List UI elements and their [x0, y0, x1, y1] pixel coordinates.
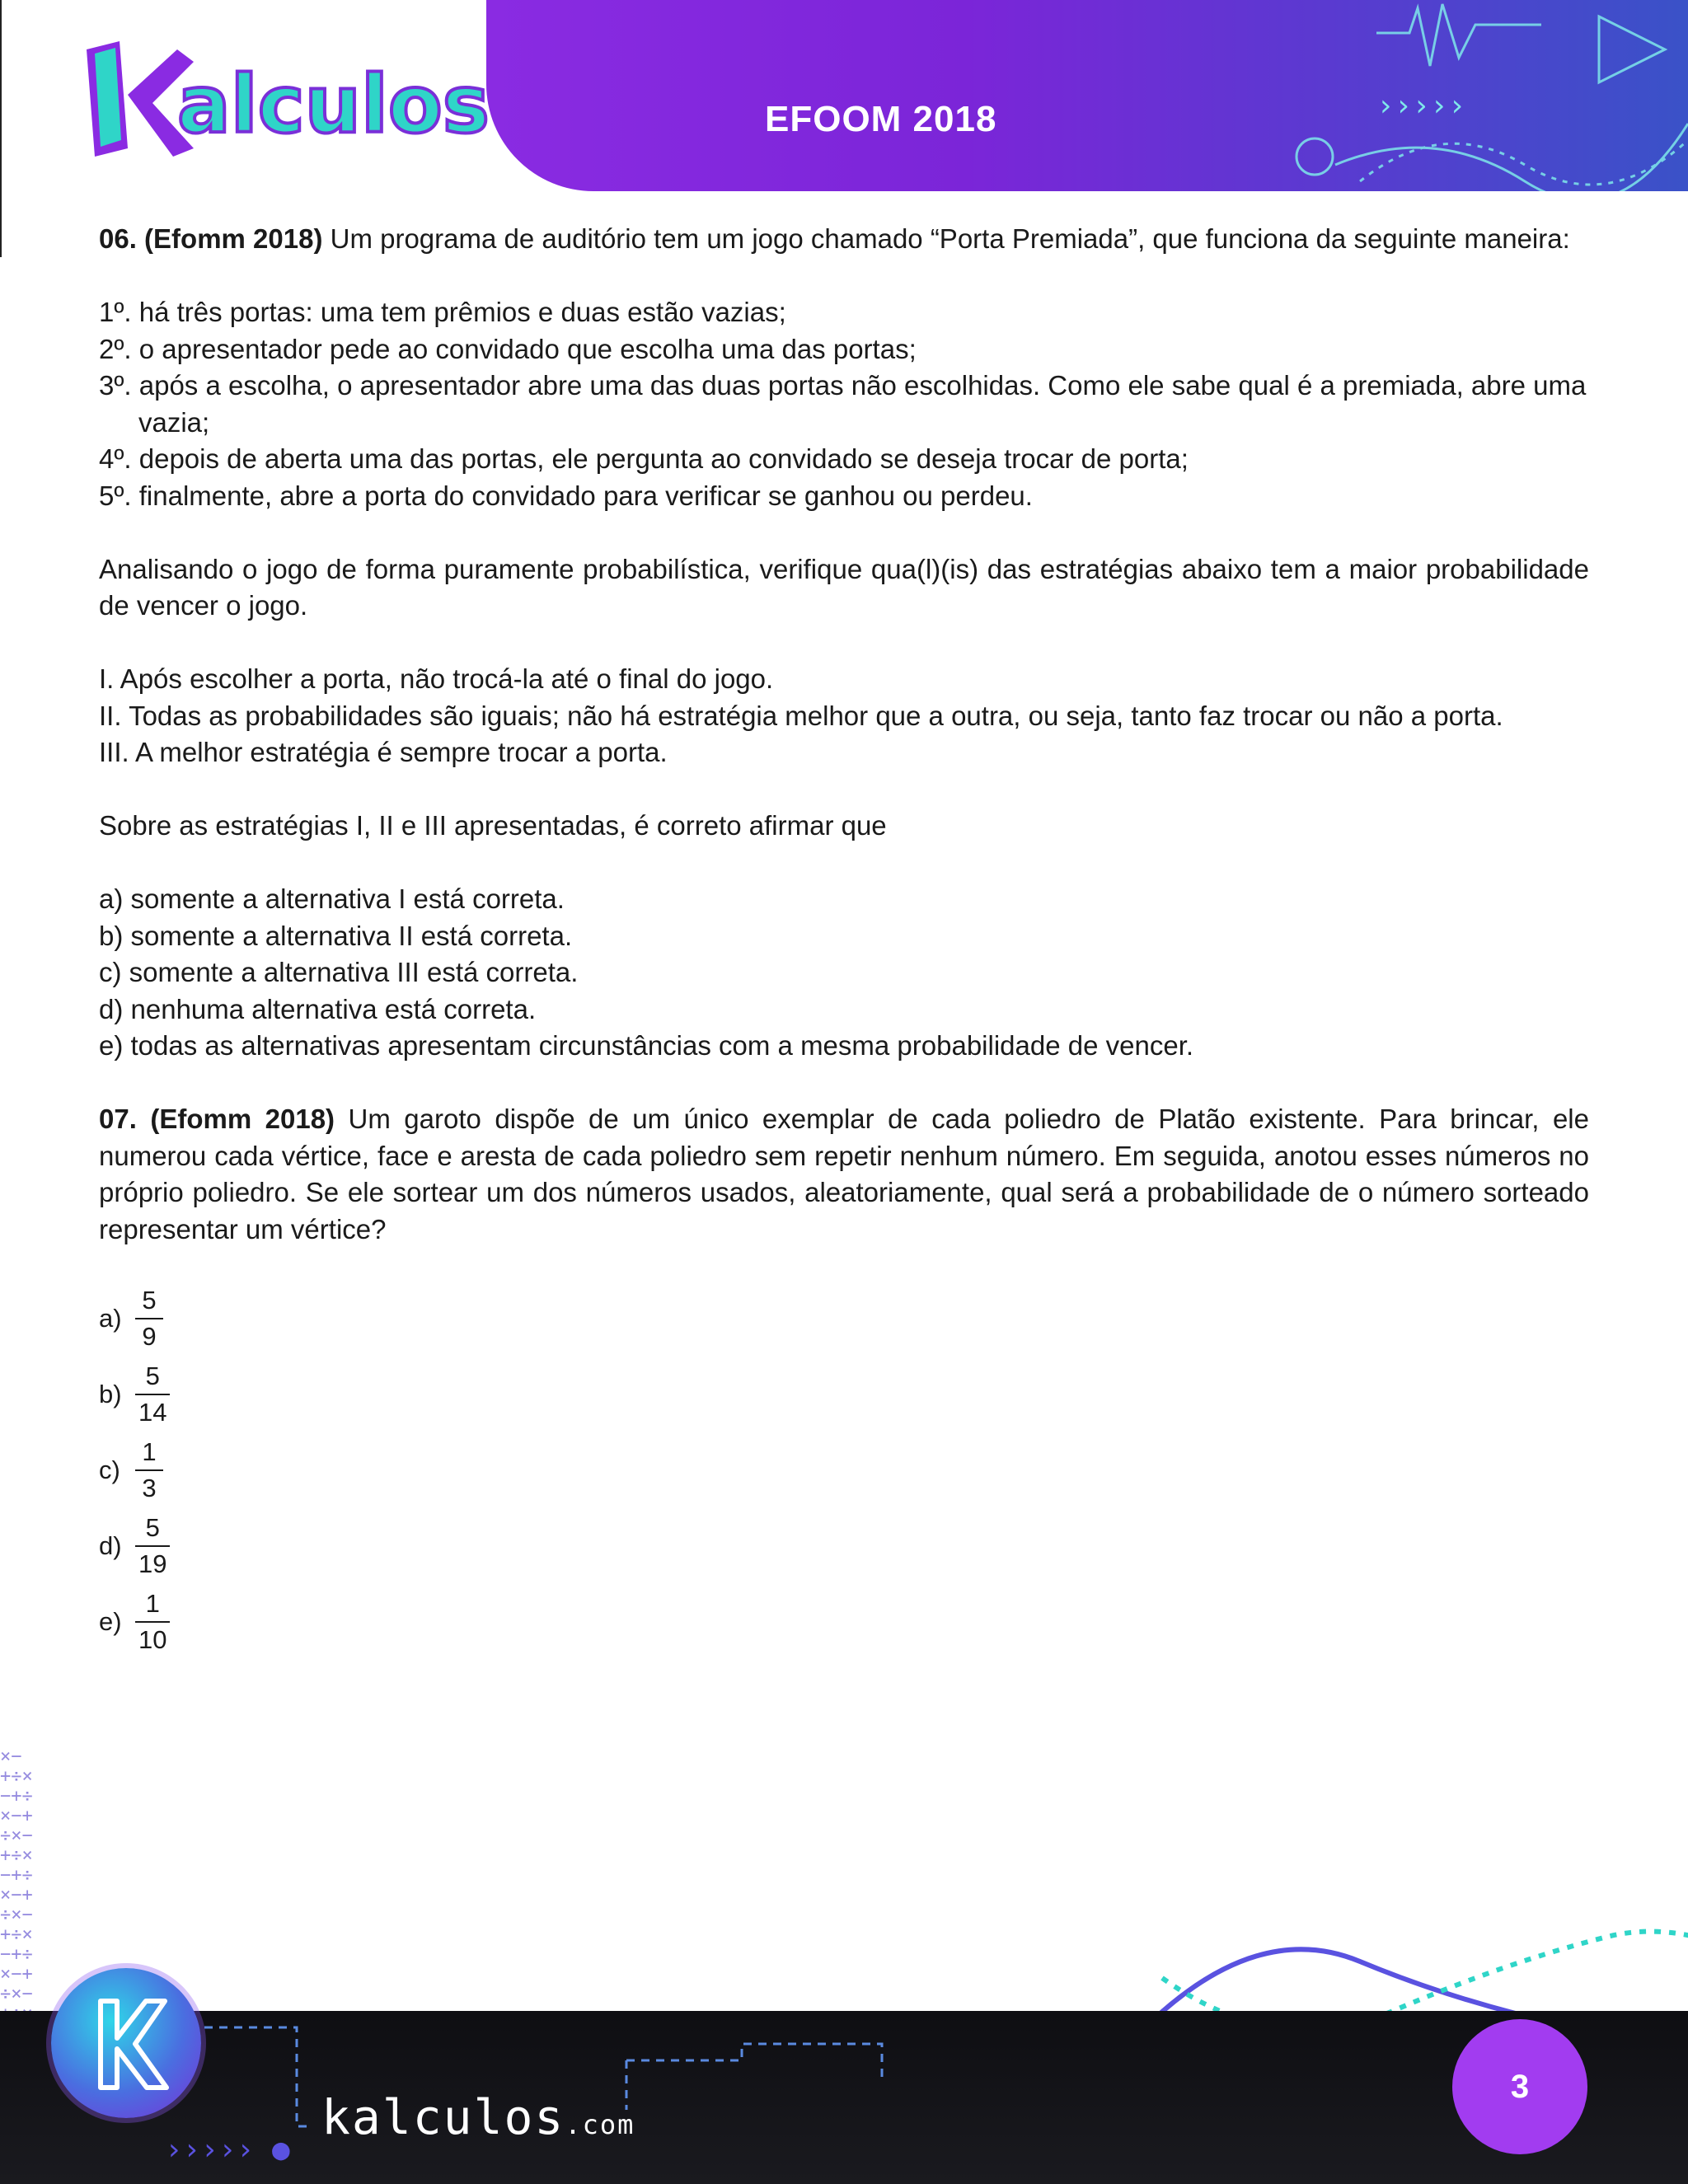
page-title: EFOOM 2018 [765, 99, 997, 139]
fraction: $\frac{1}{10}$ [135, 1590, 170, 1654]
footer-band [0, 2011, 1688, 2184]
q06-option: d) nenhuma alternativa está correta. [99, 993, 537, 1024]
q06-strategy: I. Após escolher a porta, não trocá-la até o final do jogo. [99, 663, 774, 694]
q07-option-label: b) [99, 1379, 122, 1408]
q07-option [99, 1357, 1589, 1432]
header-band [486, 0, 1688, 191]
svg-text:››››› ●: ››››› ● [165, 2133, 290, 2167]
fraction: $\frac{1}{3}$ [135, 1438, 163, 1502]
q06-step: 4º. depois de aberta uma das portas, ele pergunta ao convidado se deseja trocar de porta; [99, 443, 1189, 474]
math-symbols-decoration: ×− +÷× −+÷ ×−+ ÷×− +÷× −+÷ ×−+ ÷×− +÷× −+÷ ×−+ ÷×− [0, 1746, 33, 2004]
q06-analysis: Analisando o jogo de forma puramente probabilística, verifique qua(l)(is) das estratégias abaixo tem a maior probabilidade de vencer o jogo. [99, 553, 1589, 621]
footer-site[interactable]: kalculos.com [321, 2089, 635, 2145]
page-number: 3 [1452, 2019, 1587, 2154]
logo-graphic [78, 25, 507, 173]
page-content [99, 221, 1589, 1660]
q07-option-label: a) [99, 1303, 122, 1333]
kalculos-k-badge [51, 1968, 201, 2118]
question-06-intro [99, 221, 1589, 258]
k-icon [51, 1968, 201, 2118]
svg-text:alculos: alculos [177, 59, 490, 151]
fraction: $\frac{5}{19}$ [135, 1514, 170, 1578]
q06-step: 2º. o apresentador pede ao convidado que escolha uma das portas; [99, 333, 917, 364]
q06-strategy: III. A melhor estratégia é sempre trocar a porta. [99, 737, 668, 767]
q06-option: b) somente a alternativa II está correta. [99, 920, 573, 951]
q07-option-label: d) [99, 1530, 122, 1560]
question-07-label: 07. (Efomm 2018) [99, 1104, 335, 1134]
question-06-text: Um programa de auditório tem um jogo chamado “Porta Premiada”, que funciona da seguinte maneira: [322, 223, 1570, 254]
question-06-label: 06. (Efomm 2018) [99, 223, 323, 254]
q06-prompt: Sobre as estratégias I, II e III apresentadas, é correto afirmar que [99, 810, 887, 841]
q06-step: 3º. após a escolha, o apresentador abre uma das duas portas não escolhidas. Como ele sabe qual é a premiada, abre uma vazia; [99, 370, 1587, 438]
q06-option: c) somente a alternativa III está correta. [99, 957, 579, 987]
q06-step: 5º. finalmente, abre a porta do convidado para verificar se ganhou ou perdeu. [99, 480, 1033, 511]
q06-step: 1º. há três portas: uma tem prêmios e duas estão vazias; [99, 297, 786, 327]
q06-option: a) somente a alternativa I está correta. [99, 883, 565, 914]
q07-option-label: e) [99, 1606, 122, 1636]
header-decoration [486, 0, 1688, 191]
q07-option-label: c) [99, 1455, 120, 1484]
question-07-text: 07. (Efomm 2018) Um garoto dispõe de um único exemplar de cada poliedro de Platão existente. Para brincar, ele numerou cada vértice, face e aresta de cada poliedro sem repetir nenhum número. Em seguida, anotou esses números no próprio poliedro. Se ele sortear um dos números usados, aleatoriamente, qual será a probabilidade de o número sorteado representar um vértice? [99, 1104, 1589, 1244]
q07-option [99, 1508, 1589, 1584]
fraction: $\frac{5}{9}$ [135, 1286, 163, 1351]
q06-strategy: II. Todas as probabilidades são iguais; não há estratégia melhor que a outra, ou seja, tanto faz trocar ou não a porta. [99, 700, 1503, 731]
fraction: $\frac{5}{14}$ [135, 1362, 170, 1427]
left-rule [0, 0, 2, 257]
kalculos-logo [78, 25, 507, 173]
q07-option [99, 1432, 1589, 1508]
footer-lines-decoration [0, 2011, 1688, 2184]
q07-option [99, 1281, 1589, 1357]
q07-option [99, 1584, 1589, 1660]
q06-option: e) todas as alternativas apresentam circunstâncias com a mesma probabilidade de vencer. [99, 1030, 1194, 1061]
svg-text:›››››: ››››› [1376, 89, 1466, 123]
